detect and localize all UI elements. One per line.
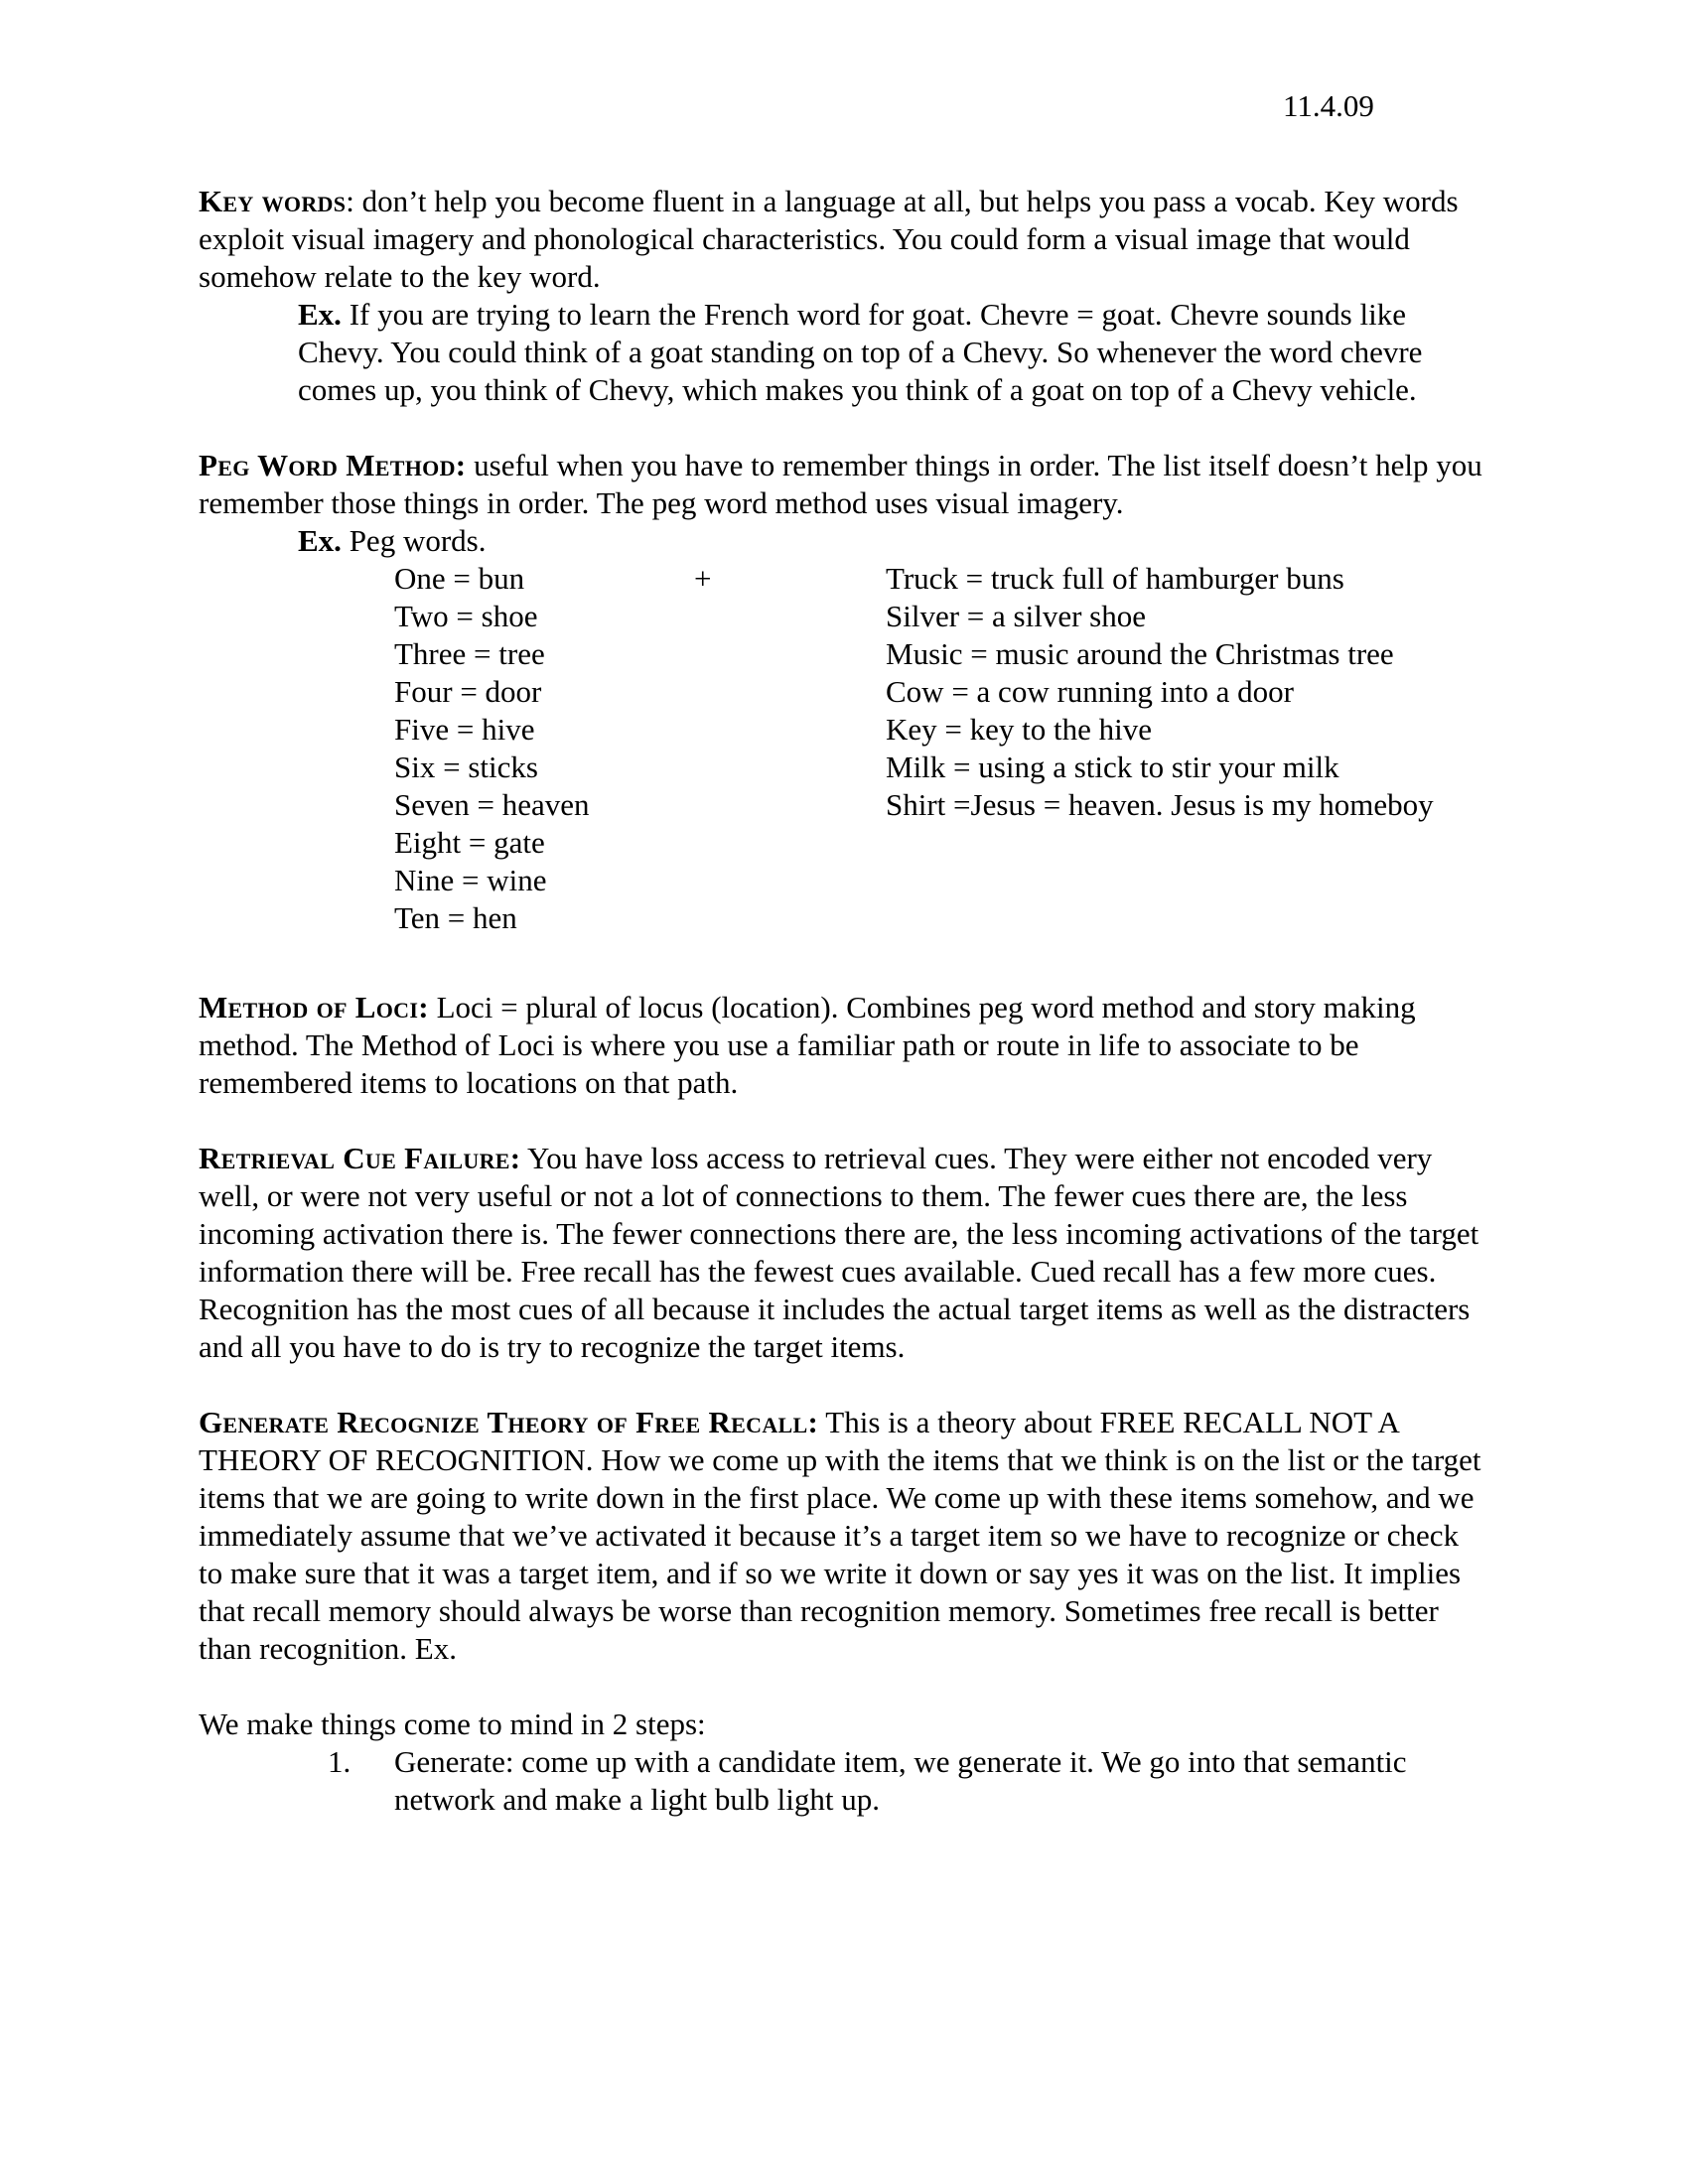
heading-key-words: Key words	[199, 184, 347, 218]
peg-right-item: Milk = using a stick to stir your milk	[886, 750, 1339, 784]
peg-left-item: Six = sticks	[394, 750, 538, 784]
retrieval-cue-failure-body: You have loss access to retrieval cues. They were either not encoded very well, or were not very useful or not a lot of connections to them. The fewer cues there are, the less incoming activation there is. The fewer connections there are, the less incoming activations of the target information there will be. Free recall has the fewest cues available. Cued recall has a few more cues. Recognition has the most cues of all because it includes the actual target items as well as the distracters and all you have to do is try to recognize the target items.	[199, 1141, 1479, 1364]
list-item	[328, 1743, 1489, 1819]
peg-row	[394, 560, 1489, 598]
list-item-number: 1.	[328, 1744, 352, 1779]
peg-words-example-body: Peg words.	[341, 523, 487, 558]
peg-left-item: Four = door	[394, 674, 542, 709]
peg-row	[394, 635, 1489, 673]
peg-right-item: Key = key to the hive	[886, 712, 1152, 747]
peg-row	[394, 673, 1489, 711]
peg-row	[394, 824, 1489, 862]
heading-method-of-loci: Method of Loci:	[199, 990, 429, 1024]
paragraph-retrieval-cue-failure	[199, 1140, 1489, 1366]
heading-retrieval-cue-failure: Retrieval Cue Failure:	[199, 1141, 521, 1175]
plus-sign: +	[694, 561, 712, 596]
peg-left-item: Two = shoe	[394, 599, 538, 633]
peg-right-item	[886, 824, 1489, 862]
peg-mid-spacer	[694, 673, 886, 711]
heading-generate-recognize: Generate Recognize Theory of Free Recall:	[199, 1405, 819, 1439]
peg-left-item: Three = tree	[394, 636, 545, 671]
heading-peg-word-method: Peg Word Method:	[199, 448, 467, 482]
peg-left-item: Ten = hen	[394, 900, 517, 935]
steps-intro: We make things come to mind in 2 steps:	[199, 1706, 706, 1741]
peg-row	[394, 711, 1489, 749]
paragraph-method-of-loci	[199, 989, 1489, 1102]
peg-right-item: Silver = a silver shoe	[886, 599, 1146, 633]
peg-right-item: Cow = a cow running into a door	[886, 674, 1294, 709]
peg-row	[394, 749, 1489, 786]
paragraph-key-words	[199, 183, 1489, 296]
key-words-example-body: If you are trying to learn the French word for goat. Chevre = goat. Chevre sounds like Chevy. You could think of a goat standing on top of a Chevy. So whenever the word chevre comes up, you think of Chevy, which makes you think of a goat on top of a Chevy vehicle.	[298, 297, 1423, 407]
peg-left-item: One = bun	[394, 561, 525, 596]
peg-row	[394, 598, 1489, 635]
peg-left-item: Nine = wine	[394, 863, 547, 897]
peg-right-item	[886, 899, 1489, 937]
peg-word-list	[394, 560, 1489, 937]
peg-word-body: useful when you have to remember things in order. The list itself doesn’t help you remember those things in order. The peg word method uses visual imagery.	[199, 448, 1482, 520]
example-label-key-words: Ex.	[298, 297, 342, 332]
generate-recognize-body: This is a theory about FREE RECALL NOT A THEORY OF RECOGNITION. How we come up with the items that we think is on the list or the target items that we are going to write down in the first place. We come up with these items somehow, and we immediately assume that we’ve activated it because it’s a target item so we have to recognize or check to make sure that it was a target item, and if so we write it down or say yes it was on the list. It implies that recall memory should always be worse than recognition memory. Sometimes free recall is better than recognition. Ex.	[199, 1405, 1481, 1666]
date: 11.4.09	[1283, 88, 1374, 123]
peg-left-item: Eight = gate	[394, 825, 545, 860]
key-words-body: : don’t help you become fluent in a language at all, but helps you pass a vocab. Key words exploit visual imagery and phonological characteristics. You could form a visual image that would somehow relate to the key word.	[199, 184, 1459, 294]
peg-mid-spacer	[694, 899, 886, 937]
paragraph-peg-words-example	[298, 522, 1489, 560]
peg-mid-spacer	[694, 786, 886, 824]
paragraph-key-words-example	[298, 296, 1489, 409]
list-item-text: Generate: come up with a candidate item, we generate it. We go into that semantic network and make a light bulb light up.	[394, 1744, 1407, 1817]
peg-mid-spacer	[694, 711, 886, 749]
peg-mid-spacer	[694, 862, 886, 899]
peg-row	[394, 862, 1489, 899]
paragraph-peg-word-method	[199, 447, 1489, 522]
peg-mid-spacer	[694, 598, 886, 635]
steps-list	[199, 1743, 1489, 1819]
peg-right-item: Music = music around the Christmas tree	[886, 636, 1394, 671]
peg-mid-spacer	[694, 824, 886, 862]
method-of-loci-body: Loci = plural of locus (location). Combines peg word method and story making method. The Method of Loci is where you use a familiar path or route in life to associate to be remembered items to locations on that path.	[199, 990, 1416, 1100]
peg-right-item	[886, 862, 1489, 899]
peg-left-item: Seven = heaven	[394, 787, 590, 822]
paragraph-generate-recognize	[199, 1404, 1489, 1668]
peg-row	[394, 786, 1489, 824]
peg-right-item: Shirt =Jesus = heaven. Jesus is my homeboy	[886, 787, 1434, 822]
peg-mid-spacer	[694, 635, 886, 673]
example-label-peg-words: Ex.	[298, 523, 342, 558]
peg-right-item: Truck = truck full of hamburger buns	[886, 561, 1344, 596]
peg-left-item: Five = hive	[394, 712, 535, 747]
peg-mid-spacer	[694, 749, 886, 786]
peg-row	[394, 899, 1489, 937]
